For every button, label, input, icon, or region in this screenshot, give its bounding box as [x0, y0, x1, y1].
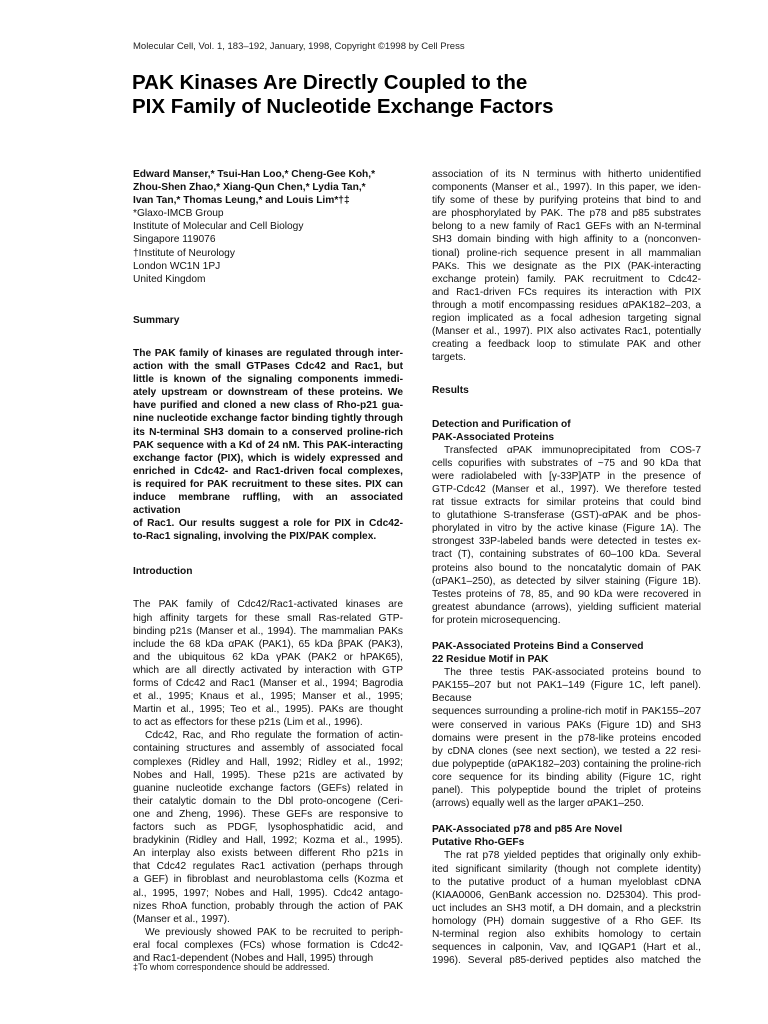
- summary-line: its N-terminal SH3 domain to a conserved proline-rich: [133, 426, 403, 438]
- body-line: ited significant similarity (though not complete identity): [432, 863, 701, 875]
- summary-line: enriched in Cdc42- and Rac1-driven focal complexes,: [133, 465, 403, 477]
- title-line: PAK Kinases Are Directly Coupled to the: [132, 71, 528, 94]
- intro-paragraph-1: [133, 598, 403, 729]
- intro-line: high affinity targets for these small Ras-related GTP-: [133, 612, 403, 624]
- section-heading-line: PAK-Associated p78 and p85 Are Novel: [432, 824, 623, 836]
- summary-line: of Rac1. Our results suggest a role for PIX in Cdc42-: [133, 518, 403, 530]
- body-line: proteins also bound to the noncatalytic domain of PAK: [432, 562, 701, 574]
- section-heading: [432, 823, 701, 849]
- intro-line: et al., 1995; Knaus et al., 1995; Manser et al., 1995;: [133, 691, 403, 703]
- body-line: belong to a new family of Rac1 GEFs with an N-terminal: [432, 221, 701, 233]
- intro-line: one and Zheng, 1996). These GEFs are responsive to: [133, 808, 403, 820]
- intro-line: guanine nucleotide exchange factors (GEFs) related in: [133, 782, 403, 794]
- intro-line: which are all directly activated by interaction with GTP: [133, 664, 403, 676]
- journal-citation: Molecular Cell, Vol. 1, 183–192, January, 1998, Copyright ©1998 by Cell Press: [133, 41, 465, 52]
- body-line: 1996). Several p85-derived peptides also matched the: [432, 955, 701, 967]
- body-line: (KIAA0006, GenBank accession no. D25304). This prod-: [432, 889, 701, 901]
- body-line: SH3 domain binding with high affinity to a (nonconven-: [432, 234, 701, 246]
- body-line: (αPAK1–250), as detected by silver staining (Figure 1B).: [432, 575, 701, 587]
- affiliation-line: United Kingdom: [133, 273, 206, 285]
- body-line: N-terminal region also exhibits homology to certain: [432, 928, 701, 940]
- summary-text: [133, 347, 403, 543]
- body-line: and Rac1-driven FCs requires its interaction with PIX: [432, 286, 701, 298]
- intro-line: containing structures and assembly of associated focal: [133, 743, 403, 755]
- section-heading-line: PAK-Associated Proteins Bind a Conserved: [432, 641, 644, 652]
- intro-paragraph-3: [133, 926, 403, 965]
- summary-heading: Summary: [133, 314, 180, 326]
- body-line: due polypeptide (αPAK182–203) containing the proline-rich: [432, 758, 701, 770]
- body-line: phorylated in vitro by the active kinase (Figure 1A). The: [432, 523, 701, 535]
- body-line: uct includes an SH3 motif, a DH domain, and a pleckstrin: [432, 902, 701, 914]
- article-title: [132, 71, 692, 119]
- body-line: for protein microsequencing.: [432, 614, 561, 626]
- body-line: components (Manser et al., 1997). In this paper, we iden-: [432, 182, 701, 194]
- summary-line: ately upstream or downstream of these proteins. We: [133, 387, 403, 399]
- author-line: Edward Manser,* Tsui-Han Loo,* Cheng-Gee Koh,*: [133, 169, 376, 180]
- intro-line: eral focal complexes (FCs) whose formation is Cdc42-: [133, 939, 403, 951]
- author-list: [133, 168, 403, 207]
- section-heading-line: Putative Rho-GEFs: [432, 837, 525, 849]
- intro-line: Nobes and Hall, 1995). These p21s are activated by: [133, 769, 403, 781]
- body-line: sequences surrounding a proline-rich motif in PAK155–207: [432, 706, 701, 718]
- title-line: PIX Family of Nucleotide Exchange Factors: [132, 95, 554, 118]
- intro-line: include the 68 kDa αPAK (PAK1), 65 kDa βPAK (PAK3),: [133, 638, 403, 650]
- intro-line: (Manser et al., 1997).: [133, 913, 230, 925]
- section-heading-line: 22 Residue Motif in PAK: [432, 654, 549, 666]
- body-line: domains were present in the p78-like proteins encoded: [432, 732, 701, 744]
- section-heading: [432, 640, 701, 666]
- body-line: The rat p78 yielded peptides that originally only exhib-: [444, 850, 701, 862]
- intro-line: their catalytic domain to the Dbl proto-oncogene (Ceri-: [133, 795, 403, 807]
- summary-line: action with the small GTPases Cdc42 and Rac1, but: [133, 361, 403, 373]
- section-1-text: [432, 444, 701, 627]
- intro-line: to act as effectors for these p21s (Lim et al., 1996).: [133, 717, 363, 729]
- affiliation-line: †Institute of Neurology: [133, 247, 235, 259]
- body-line: to glutathione S-transferase (GST)-αPAK and be phos-: [432, 510, 701, 522]
- body-line: were conserved in various PAKs (Figure 1D) and SH3: [432, 719, 701, 731]
- body-line: panel). This polypeptide bound the triplet of proteins: [432, 785, 701, 797]
- body-line: strongest 33P-labeled bands were detected in testes ex-: [432, 536, 701, 548]
- summary-line: is required for PAK recruitment to these sites. PIX can: [133, 478, 403, 490]
- body-line: sequences in calponin, Vav, and IQGAP1 (Hart et al.,: [432, 942, 701, 954]
- intro-line: forms of Cdc42 and Rac1 (Manser et al., 1994; Bagrodia: [133, 678, 403, 689]
- intro-line: We previously showed PAK to be recruited to periph-: [145, 926, 403, 938]
- body-line: (Manser et al., 1997). PIX also activates Rac1, potentially: [432, 326, 701, 338]
- body-line: Transfected αPAK immunoprecipitated from COS-7: [444, 444, 701, 456]
- section-3-text: [432, 849, 701, 967]
- section-heading: [432, 418, 701, 444]
- intro-line: bradykinin (Ridley and Hall, 1992; Kozma et al., 1995).: [133, 835, 403, 847]
- body-line: by cDNA clones (see next section), we tested a 22 resi-: [432, 745, 701, 757]
- intro-line: and Rac1-dependent (Nobes and Hall, 1995) through: [133, 952, 374, 964]
- results-heading: Results: [432, 385, 469, 397]
- body-line: The three testis PAK-associated proteins bound to: [444, 667, 701, 679]
- intro-line: Cdc42, Rac, and Rho regulate the formation of actin-: [145, 730, 403, 742]
- intro-line: nizes RhoA function, probably through the action of PAK: [133, 900, 403, 912]
- summary-line: have purified and cloned a new class of Rho-p21 gua-: [133, 400, 403, 412]
- intro-line: factors such as PDGF, lysophosphatidic acid, and: [133, 822, 403, 834]
- body-line: greatest abundance (arrows), yielding sufficient material: [432, 601, 701, 613]
- body-line: rat tissue extracts for similar proteins that could bind: [432, 497, 701, 509]
- body-line: tract (T), containing substrates of 60–100 kDa. Several: [432, 549, 701, 561]
- body-line: (arrows) equally well as the larger αPAK1–250.: [432, 798, 644, 810]
- summary-line: induce membrane ruffling, with an associated activation: [133, 491, 403, 517]
- affiliation-line: London WC1N 1PJ: [133, 260, 221, 272]
- summary-line: to-Rac1 signaling, involving the PIX/PAK complex.: [133, 531, 377, 543]
- intro-line: complexes (Ridley and Hall, 1992; Ridley et al., 1992;: [133, 756, 403, 768]
- summary-line: exchange factor (PIX), which is widely expressed and: [133, 452, 403, 464]
- affiliation-line: Singapore 119076: [133, 234, 216, 246]
- body-line: tify some of these by purifying proteins that bind to and: [432, 195, 701, 207]
- affiliations: [133, 207, 403, 286]
- affiliation-line: Institute of Molecular and Cell Biology: [133, 221, 304, 233]
- body-line: PAK155–207 but not PAK1–149 (Figure 1C, left panel). Because: [432, 680, 701, 705]
- section-heading-line: PAK-Associated Proteins: [432, 431, 555, 443]
- body-line: exchange protein) family. PAK recruitment to Cdc42-: [432, 273, 701, 285]
- intro-continuation: [432, 168, 701, 364]
- body-line: association of its N terminus with hitherto unidentified: [432, 169, 701, 180]
- summary-line: The PAK family of kinases are regulated through inter-: [133, 347, 403, 359]
- intro-line: and the ubiquitous 62 kDa γPAK (PAK2 or hPAK65),: [133, 651, 403, 663]
- body-line: homology (PH) domain suggestive of a Rho GEF. Its: [432, 915, 701, 927]
- right-column: [432, 168, 701, 967]
- body-line: cells copurifies with substrates of ~75 and 90 kDa that: [432, 457, 701, 469]
- author-line: Zhou-Shen Zhao,* Xiang-Qun Chen,* Lydia Tan,*: [133, 182, 366, 194]
- affiliation-line: *Glaxo-IMCB Group: [133, 208, 224, 220]
- intro-line: that Cdc42 regulates Rac1 activation (perhaps through: [133, 861, 403, 873]
- summary-line: little is known of the signaling components immedi-: [133, 374, 403, 386]
- intro-line: The PAK family of Cdc42/Rac1-activated kinases are: [133, 599, 403, 611]
- body-line: Testes proteins of 78, 85, and 90 kDa were recovered in: [432, 588, 701, 600]
- intro-line: binding p21s (Manser et al., 1994). The mammalian PAKs: [133, 625, 403, 637]
- left-column: [133, 168, 403, 965]
- footnote: ‡To whom correspondence should be addressed.: [133, 962, 330, 972]
- intro-line: An interplay also exists between different Rho p21s in: [133, 848, 403, 860]
- body-line: through a motif encompassing residues αPAK182–203, a: [432, 299, 701, 311]
- author-line: Ivan Tan,* Thomas Leung,* and Louis Lim*†‡: [133, 195, 350, 207]
- body-line: GTP-Cdc42 (Manser et al., 1997). We therefore tested: [432, 483, 701, 495]
- body-line: targets.: [432, 352, 466, 364]
- intro-line: a GEF) in fibroblast and neuroblastoma cells (Kozma et: [133, 874, 403, 886]
- introduction-heading: Introduction: [133, 566, 193, 578]
- body-line: to the putative product of a human myeloblast cDNA: [432, 876, 701, 888]
- summary-line: nine nucleotide exchange factor binding tightly through: [133, 413, 403, 425]
- body-line: core sequence for its binding ability (Figure 1C, right: [432, 771, 701, 783]
- section-heading-line: Detection and Purification of: [432, 418, 571, 430]
- body-line: are phosphorylated by PAK. The p78 and p85 substrates: [432, 208, 701, 220]
- body-line: creating a feedback loop to stimulate PAK and other: [432, 339, 701, 351]
- section-2-text: [432, 666, 701, 810]
- body-line: were radiolabeled with [γ-33P]ATP in the presence of: [432, 470, 701, 482]
- intro-line: Martin et al., 1995; Teo et al., 1995). PAKs are thought: [133, 704, 403, 716]
- intro-paragraph-2: [133, 729, 403, 925]
- body-line: PAKs. This we designate as the PIX (PAK-interacting: [432, 260, 701, 272]
- body-line: tional) proline-rich sequence present in all mammalian: [432, 247, 701, 259]
- summary-line: PAK sequence with a Kd of 24 nM. This PAK-interacting: [133, 439, 403, 451]
- body-line: region implicated as a focal adhesion targeting signal: [432, 313, 701, 325]
- intro-line: al., 1995, 1997; Nobes and Hall, 1995). Cdc42 antago-: [133, 887, 403, 899]
